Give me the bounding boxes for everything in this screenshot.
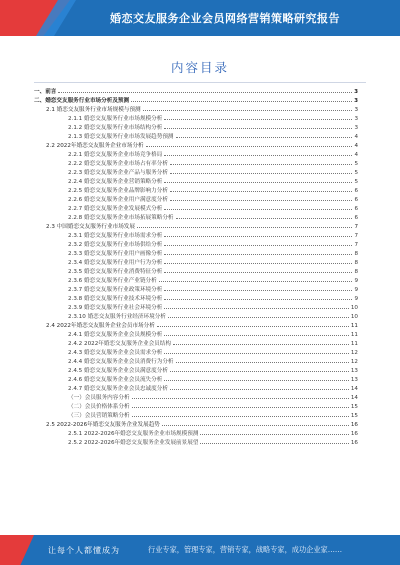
toc-leader-dots [164,263,352,264]
toc-page-number: 9 [354,278,358,284]
toc-entry[interactable] [34,331,358,340]
toc-entry-text: 2.5.2 2022-2026年婚恋交友服务企业发展前景展望 [68,440,199,446]
toc-entry-text: 2.2.1 婚恋交友服务企业市场竞争格局 [68,152,163,158]
toc-leader-dots [164,299,352,300]
toc-entry[interactable] [34,286,358,295]
toc-entry[interactable] [34,241,358,250]
toc-entry-text: 2.1.1 婚恋交友服务行业市场规模分析 [68,116,163,122]
toc-page-number: 10 [350,314,358,320]
toc-leader-dots [164,290,352,291]
toc-entry-text: 2.3.6 婚恋交友服务行业产业链分析 [68,278,157,284]
toc-page-number: 4 [354,143,358,149]
toc-page-number: 16 [350,431,358,437]
toc-entry-text: 2.4.6 婚恋交友服务企业会员流失分析 [68,377,163,383]
toc-leader-dots [58,92,352,93]
toc-entry[interactable] [34,187,358,196]
toc-page-number: 6 [354,206,358,212]
toc-leader-dots [132,407,349,408]
toc-page-number: 9 [354,296,358,302]
toc-entry-text: 2.5 2022-2026年婚恋交友服务企业发展趋势 [46,422,160,428]
toc-leader-dots [146,146,353,147]
toc-leader-dots [164,209,352,210]
toc-leader-dots [162,425,349,426]
toc-page-number: 7 [354,242,358,248]
toc-leader-dots [170,164,353,165]
toc-entry-text: 2.3.5 婚恋交友服务行业消费特征分析 [68,269,163,275]
toc-entry-text: 2.5.1 2022-2026年婚恋交友服务企业市场规模预测 [68,431,199,437]
toc-leader-dots [137,227,352,228]
toc-entry-text: 2.4.1 婚恋交友服务企业会员规模分析 [68,332,163,338]
toc-leader-dots [200,434,348,435]
toc-entry-text: 2.2.5 婚恋交友服务企业品牌影响力分析 [68,188,168,194]
toc-page-number: 8 [354,269,358,275]
toc-entry[interactable] [34,295,358,304]
toc-entry[interactable] [34,169,358,178]
toc-page-number: 4 [354,152,358,158]
toc-entry-text: 2.3.7 婚恋交友服务行业政策环境分析 [68,287,163,293]
toc-entry[interactable] [34,232,358,241]
toc-entry-text: 2.4.2 2022年婚恋交友服务企业会员结构 [68,341,171,347]
toc-entry[interactable] [34,340,358,349]
toc-entry-text: 2.2.4 婚恋交友服务企业营销策略分析 [68,179,163,185]
toc-leader-dots [170,173,353,174]
toc-entry[interactable] [34,178,358,187]
toc-leader-dots [164,308,349,309]
toc-leader-dots [164,155,352,156]
toc-page-number: 15 [350,413,358,419]
toc-page-number: 8 [354,260,358,266]
toc-entry[interactable] [34,322,358,331]
toc-entry-text: 2.4.4 婚恋交友服务企业会员消费行为分析 [68,359,174,365]
toc-page-number: 6 [354,188,358,194]
footer-slogan-left: 让每个人都懂成为 [48,546,120,555]
footer-red-accent [0,535,34,565]
toc-entry[interactable] [34,142,358,151]
toc-leader-dots [176,137,353,138]
toc-entry[interactable] [34,205,358,214]
toc-entry[interactable] [34,214,358,223]
toc-page-number: 3 [354,125,358,131]
toc-entry-text: 2.1.2 婚恋交友服务行业市场结构分析 [68,125,163,131]
toc-entry[interactable] [34,304,358,313]
toc-entry-text: 2.2.3 婚恋交友服务企业产品与服务分析 [68,170,168,176]
toc-entry[interactable] [34,268,358,277]
toc-page-number: 5 [354,179,358,185]
toc-entry[interactable] [34,394,358,403]
toc-leader-dots [176,218,353,219]
toc-divider [34,82,366,83]
toc-entry[interactable] [34,376,358,385]
toc-entry-text: 2.3.1 婚恋交友服务行业市场需求分析 [68,233,163,239]
toc-leader-dots [159,281,353,282]
toc-entry[interactable] [34,403,358,412]
toc-page-number: 11 [350,332,358,338]
toc-page-number: 13 [350,368,358,374]
toc-leader-dots [143,110,353,111]
toc-page-number: 6 [354,197,358,203]
toc-entry-text: 2.4.3 婚恋交友服务企业会员需求分析 [68,350,163,356]
toc-entry[interactable] [34,106,358,115]
toc-entry-text: （二）会员价格体系分析 [68,404,130,410]
toc-page-number: 9 [354,287,358,293]
toc-entry-text: 2.2.2 婚恋交友服务企业市场占有率分析 [68,161,168,167]
toc-page-number: 5 [354,170,358,176]
toc-entry-text: 2.4 2022年婚恋交友服务企业会员市场分析 [46,323,155,329]
toc-leader-dots [173,344,349,345]
toc-entry[interactable] [34,223,358,232]
toc-page-number: 6 [354,215,358,221]
toc-entry[interactable] [34,349,358,358]
toc-leader-dots [170,200,353,201]
toc-entry[interactable] [34,124,358,133]
toc-page-number: 5 [354,161,358,167]
toc-entry[interactable] [34,358,358,367]
toc-page-number: 10 [350,305,358,311]
toc-entry-text: 2.3.8 婚恋交友服务行业技术环境分析 [68,296,163,302]
toc-leader-dots [164,182,352,183]
toc-entry-text: 2.1 婚恋交友服务行业市场规模与预测 [46,107,141,113]
toc-entry-text: 2.2.8 婚恋交友服务企业市场拓展策略分析 [68,215,174,221]
toc-page-number: 13 [350,377,358,383]
toc-entry[interactable] [34,133,358,142]
toc-entry-text: 2.3 中国婚恋交友服务行业市场发展 [46,224,135,230]
toc-entry-text: 二、婚恋交友服务行业市场分析及预测 [34,98,130,104]
toc-entry[interactable] [34,259,358,268]
toc-page-number: 3 [354,98,358,104]
toc-entry-text: 一、前言 [34,89,57,95]
toc-leader-dots [164,236,352,237]
toc-leader-dots [164,245,352,246]
toc-leader-dots [164,128,352,129]
toc-entry-text: 2.2.6 婚恋交友服务企业用户满意度分析 [68,197,168,203]
toc-entry[interactable] [34,196,358,205]
toc-entry[interactable] [34,88,358,97]
toc-leader-dots [164,272,352,273]
toc-page-number: 12 [350,350,358,356]
toc-page-number: 11 [350,341,358,347]
toc-entry[interactable] [34,97,358,106]
toc-leader-dots [200,443,348,444]
toc-entry[interactable] [34,430,358,439]
toc-entry-text: （三）会员营销策略分析 [68,413,130,419]
toc-entry-text: 2.4.5 婚恋交友服务企业会员满意度分析 [68,368,168,374]
footer-slogan-right: 行业专家，管理专家，营销专家，战略专家，成功企业家…… [148,545,343,554]
toc-entry-text: 2.1.3 婚恋交友服务行业市场发展趋势预测 [68,134,174,140]
toc-leader-dots [164,254,352,255]
toc-entry-text: 2.3.10 婚恋交友服务行业经济环境分析 [68,314,166,320]
toc-entry[interactable] [34,439,358,448]
toc-leader-dots [132,398,349,399]
toc-page-number: 16 [350,440,358,446]
toc-entry[interactable] [34,160,358,169]
toc-leader-dots [168,317,349,318]
toc-entry-text: 2.4.7 婚恋交友服务企业会员忠诚度分析 [68,386,168,392]
toc-entry[interactable] [34,313,358,322]
toc-page-number: 8 [354,251,358,257]
toc-leader-dots [170,371,349,372]
toc-entry[interactable] [34,277,358,286]
toc-page-number: 12 [350,359,358,365]
toc-entry[interactable] [34,385,358,394]
toc-entry[interactable] [34,367,358,376]
toc-page-number: 3 [354,116,358,122]
toc-entry[interactable] [34,412,358,421]
toc-leader-dots [164,353,349,354]
toc-page-number: 3 [354,107,358,113]
toc-entry[interactable] [34,115,358,124]
toc-leader-dots [164,335,349,336]
toc-page-number: 14 [350,386,358,392]
toc-page-number: 4 [354,134,358,140]
table-of-contents [34,88,358,448]
toc-entry[interactable] [34,250,358,259]
toc-entry-text: 2.3.2 婚恋交友服务行业市场供给分析 [68,242,163,248]
toc-leader-dots [170,389,349,390]
toc-entry[interactable] [34,151,358,160]
toc-entry-text: 2.2 2022年婚恋交友服务企业市场分析 [46,143,144,149]
toc-entry-text: 2.2.7 婚恋交友服务企业发展模式分析 [68,206,163,212]
toc-title: 内容目录 [170,60,229,75]
toc-page-number: 15 [350,404,358,410]
toc-page-number: 11 [350,323,358,329]
toc-leader-dots [176,362,349,363]
toc-leader-dots [132,416,349,417]
toc-page-number: 14 [350,395,358,401]
report-footer [0,535,400,565]
report-title: 婚恋交友服务企业会员网络营销策略研究报告 [110,12,340,25]
toc-leader-dots [131,101,352,102]
toc-entry-text: 2.3.4 婚恋交友服务行业用户行为分析 [68,260,163,266]
toc-page-number: 16 [350,422,358,428]
toc-page-number: 7 [354,224,358,230]
toc-leader-dots [164,119,352,120]
toc-page-number: 3 [354,89,358,95]
toc-leader-dots [170,191,353,192]
toc-leader-dots [157,326,349,327]
toc-entry-text: 2.3.9 婚恋交友服务行业社会环境分析 [68,305,163,311]
toc-leader-dots [164,380,349,381]
toc-entry[interactable] [34,421,358,430]
toc-entry-text: 2.3.3 婚恋交友服务行业用户画像分析 [68,251,163,257]
report-header [0,0,400,36]
toc-entry-text: （一）会员服务内容分析 [68,395,130,401]
toc-page-number: 7 [354,233,358,239]
